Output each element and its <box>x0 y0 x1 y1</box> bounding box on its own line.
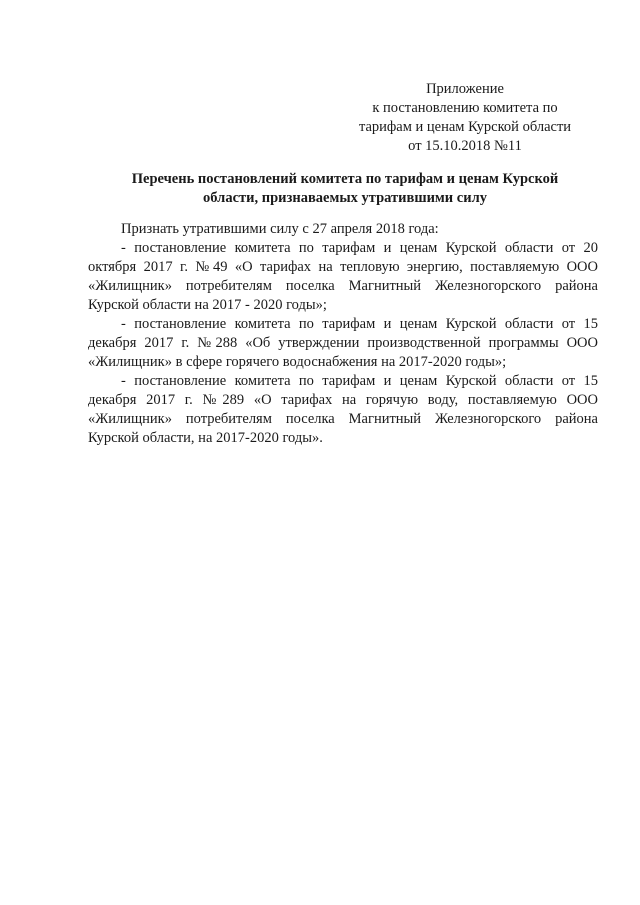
appendix-date-number: от 15.10.2018 №11 <box>408 138 522 154</box>
list-item: - постановление комитета по тарифам и ценам Курской области от 15 декабря 2017 г. №288 «Об утверждении производственной программы ООО «Жилищник» в сфере горячего водоснабжения на 2017-2020 годы»; <box>88 316 598 370</box>
list-item: - постановление комитета по тарифам и ценам Курской области от 20 октября 2017 г. №49 «О тарифах на тепловую энергию, поставляемую ООО «Жилищник» потребителям поселка Магнитный Железногорского района Курской области на 2017 - 2020 годы»; <box>88 240 598 313</box>
intro-paragraph: Признать утратившими силу с 27 апреля 2018 года: <box>121 221 439 237</box>
appendix-authority: тарифам и ценам Курской области <box>358 119 572 135</box>
title-line-2: области, признаваемых утратившими силу <box>203 190 487 206</box>
title-line-1: Перечень постановлений комитета по тарифам и ценам Курской <box>131 171 559 187</box>
appendix-header <box>340 80 590 156</box>
appendix-reference: к постановлению комитета по <box>372 100 558 116</box>
list-item: - постановление комитета по тарифам и ценам Курской области от 15 декабря 2017 г. №289 «О тарифах на горячую воду, поставляемую ООО «Жилищник» потребителям поселка Магнитный Железногорского района Курской области, на 2017-2020 годы». <box>88 373 598 446</box>
document-body <box>88 220 598 448</box>
appendix-label: Приложение <box>426 81 504 97</box>
document-title <box>108 170 582 208</box>
